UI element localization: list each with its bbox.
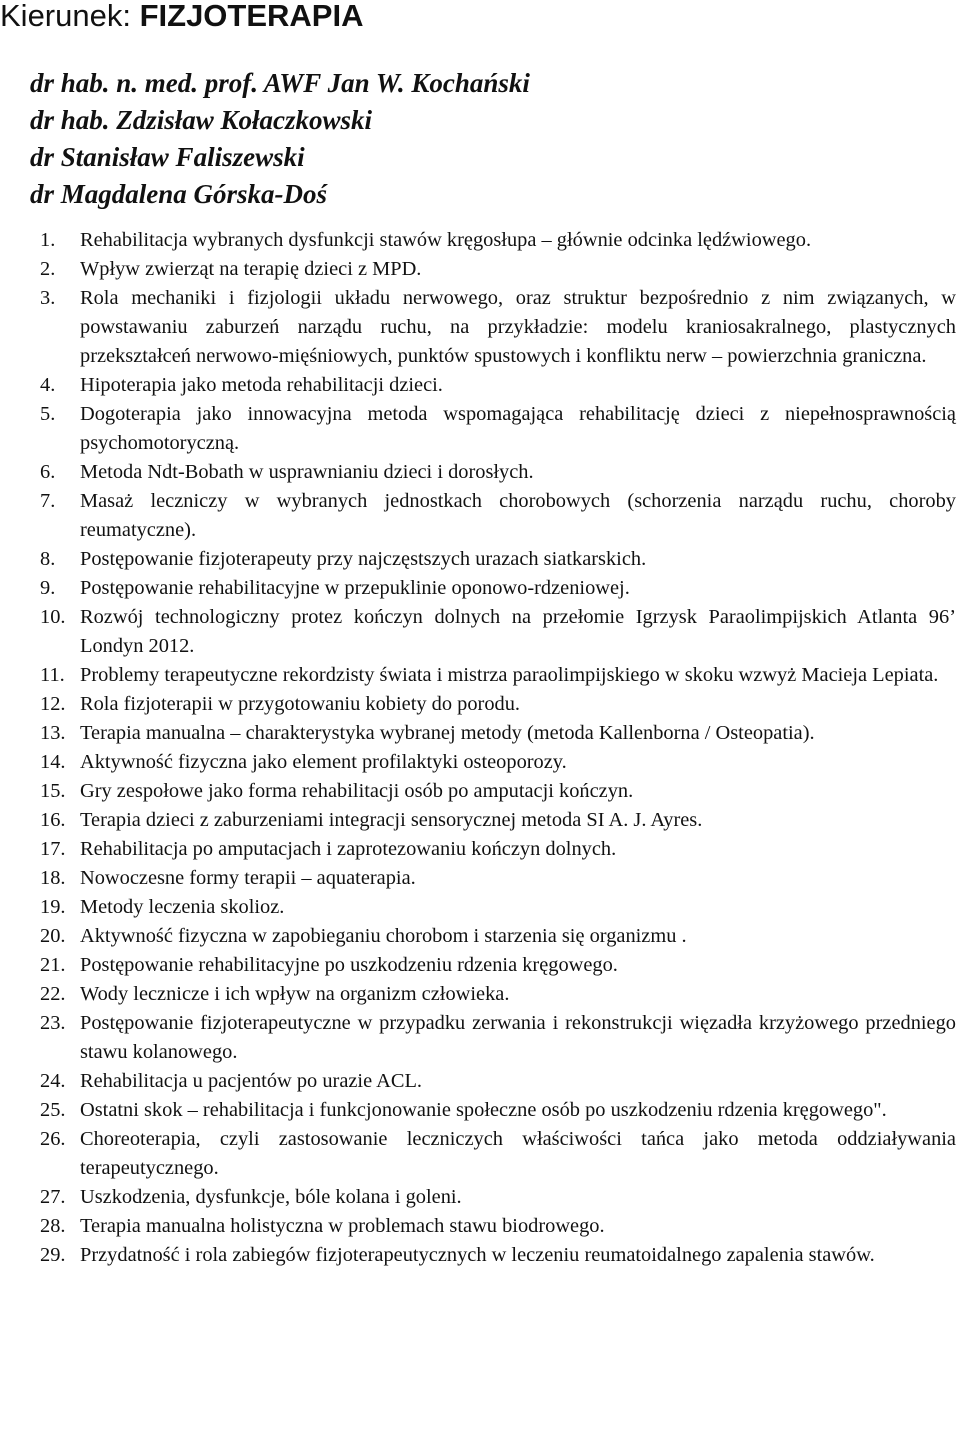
topic-item	[40, 1212, 956, 1241]
topic-item	[40, 951, 956, 980]
topic-item	[40, 400, 956, 458]
topic-number: 12.	[40, 693, 66, 715]
topic-item	[40, 1183, 956, 1212]
topic-number: 11.	[40, 664, 65, 686]
topic-item	[40, 284, 956, 371]
topic-text: Terapia dzieci z zaburzeniami integracji sensorycznej metoda SI A. J. Ayres.	[80, 809, 703, 831]
topic-text: Postępowanie fizjoterapeuty przy najczęstszych urazach siatkarskich.	[80, 548, 647, 570]
topic-item	[40, 1067, 956, 1096]
supervisor-name: dr Magdalena Górska-Doś	[30, 179, 328, 209]
topic-text: Masaż leczniczy w wybranych jednostkach chorobowych (schorzenia narządu ruchu, choroby reumatyczne).	[80, 490, 956, 541]
topic-number: 28.	[40, 1215, 66, 1237]
topic-text: Postępowanie fizjoterapeutyczne w przypadku zerwania i rekonstrukcji więzadła krzyżowego przedniego stawu kolanowego.	[80, 1012, 956, 1063]
topic-text: Aktywność fizyczna jako element profilaktyki osteoporozy.	[80, 751, 567, 773]
topic-number: 9.	[40, 577, 56, 599]
topic-number: 6.	[40, 461, 56, 483]
heading-prefix: Kierunek:	[0, 0, 140, 33]
topic-number: 10.	[40, 606, 66, 628]
topic-text: Aktywność fizyczna w zapobieganiu chorobom i starzenia się organizmu .	[80, 925, 687, 947]
topic-text: Uszkodzenia, dysfunkcje, bóle kolana i goleni.	[80, 1186, 462, 1208]
topic-number: 4.	[40, 374, 56, 396]
topic-number: 15.	[40, 780, 66, 802]
page-heading	[0, 0, 363, 34]
topic-item	[40, 1096, 956, 1125]
topic-text: Nowoczesne formy terapii – aquaterapia.	[80, 867, 416, 889]
topic-text: Rola mechaniki i fizjologii układu nerwowego, oraz struktur bezpośrednio z nim związanych, w powstawaniu zaburzeń narządu ruchu, na przykładzie: modelu kraniosakralnego, plastycznych przekształceń nerwowo-mięśniowych, punktów spustowych i konfliktu nerw – powierzchnia graniczna.	[80, 287, 956, 367]
topic-number: 21.	[40, 954, 66, 976]
topic-text: Przydatność i rola zabiegów fizjoterapeutycznych w leczeniu reumatoidalnego zapalenia stawów.	[80, 1244, 875, 1266]
topic-text: Rozwój technologiczny protez kończyn dolnych na przełomie Igrzysk Paraolimpijskich Atlanta 96’ Londyn 2012.	[80, 606, 956, 657]
topic-item	[40, 719, 956, 748]
topic-item	[40, 864, 956, 893]
topic-item	[40, 777, 956, 806]
topic-number: 17.	[40, 838, 66, 860]
topic-text: Rola fizjoterapii w przygotowaniu kobiety do porodu.	[80, 693, 521, 715]
topic-text: Rehabilitacja wybranych dysfunkcji stawów kręgosłupa – głównie odcinka lędźwiowego.	[80, 229, 812, 251]
topic-text: Wody lecznicze i ich wpływ na organizm człowieka.	[80, 983, 510, 1005]
topic-item	[40, 458, 956, 487]
topic-number: 16.	[40, 809, 66, 831]
topic-item	[40, 661, 956, 690]
supervisor-name: dr hab. n. med. prof. AWF Jan W. Kochański	[30, 68, 530, 98]
topic-item	[40, 922, 956, 951]
topic-item	[40, 1125, 956, 1183]
topic-number: 8.	[40, 548, 56, 570]
topic-text: Choreoterapia, czyli zastosowanie leczniczych właściwości tańca jako metoda oddziaływania terapeutycznego.	[80, 1128, 956, 1179]
topic-text: Terapia manualna holistyczna w problemach stawu biodrowego.	[80, 1215, 605, 1237]
topic-item	[40, 371, 956, 400]
topic-number: 24.	[40, 1070, 66, 1092]
topic-number: 20.	[40, 925, 66, 947]
topic-item	[40, 748, 956, 777]
topic-text: Wpływ zwierząt na terapię dzieci z MPD.	[80, 258, 422, 280]
topic-number: 14.	[40, 751, 66, 773]
topic-text: Problemy terapeutyczne rekordzisty świata i mistrza paraolimpijskiego w skoku wzwyż Macieja Lepiata.	[80, 664, 939, 686]
topic-number: 27.	[40, 1186, 66, 1208]
topic-item	[40, 226, 956, 255]
topic-text: Ostatni skok – rehabilitacja i funkcjonowanie społeczne osób po uszkodzeniu rdzenia kręgowego".	[80, 1099, 887, 1121]
topic-number: 22.	[40, 983, 66, 1005]
field-of-study: FIZJOTERAPIA	[139, 0, 364, 33]
topic-number: 13.	[40, 722, 66, 744]
topic-number: 23.	[40, 1012, 66, 1034]
topic-number: 5.	[40, 403, 56, 425]
topic-text: Rehabilitacja u pacjentów po urazie ACL.	[80, 1070, 422, 1092]
thesis-topic-list	[40, 226, 956, 1270]
topic-number: 29.	[40, 1244, 66, 1266]
topic-item	[40, 980, 956, 1009]
supervisor-name: dr hab. Zdzisław Kołaczkowski	[30, 105, 373, 135]
topic-item	[40, 1009, 956, 1067]
topic-item	[40, 545, 956, 574]
topic-number: 2.	[40, 258, 56, 280]
topic-text: Terapia manualna – charakterystyka wybranej metody (metoda Kallenborna / Osteopatia).	[80, 722, 815, 744]
topic-item	[40, 1241, 956, 1270]
topic-item	[40, 806, 956, 835]
topic-text: Metody leczenia skolioz.	[80, 896, 285, 918]
topic-number: 7.	[40, 490, 56, 512]
topic-text: Postępowanie rehabilitacyjne w przepuklinie oponowo-rdzeniowej.	[80, 577, 630, 599]
topic-text: Gry zespołowe jako forma rehabilitacji osób po amputacji kończyn.	[80, 780, 634, 802]
topic-number: 3.	[40, 287, 56, 309]
topic-number: 1.	[40, 229, 56, 251]
topic-text: Dogoterapia jako innowacyjna metoda wspomagająca rehabilitację dzieci z niepełnosprawnością psychomotoryczną.	[80, 403, 956, 454]
topic-text: Rehabilitacja po amputacjach i zaprotezowaniu kończyn dolnych.	[80, 838, 617, 860]
topic-item	[40, 690, 956, 719]
topic-number: 19.	[40, 896, 66, 918]
topic-item	[40, 255, 956, 284]
topic-number: 26.	[40, 1128, 66, 1150]
topic-text: Hipoterapia jako metoda rehabilitacji dzieci.	[80, 374, 443, 396]
topic-number: 25.	[40, 1099, 66, 1121]
topic-item	[40, 893, 956, 922]
topic-item	[40, 603, 956, 661]
supervisor-name: dr Stanisław Faliszewski	[30, 142, 305, 172]
topic-text: Metoda Ndt-Bobath w usprawnianiu dzieci i dorosłych.	[80, 461, 534, 483]
topic-item	[40, 574, 956, 603]
topic-item	[40, 835, 956, 864]
topic-item	[40, 487, 956, 545]
topic-number: 18.	[40, 867, 66, 889]
supervisor-list	[30, 65, 530, 213]
topic-text: Postępowanie rehabilitacyjne po uszkodzeniu rdzenia kręgowego.	[80, 954, 618, 976]
